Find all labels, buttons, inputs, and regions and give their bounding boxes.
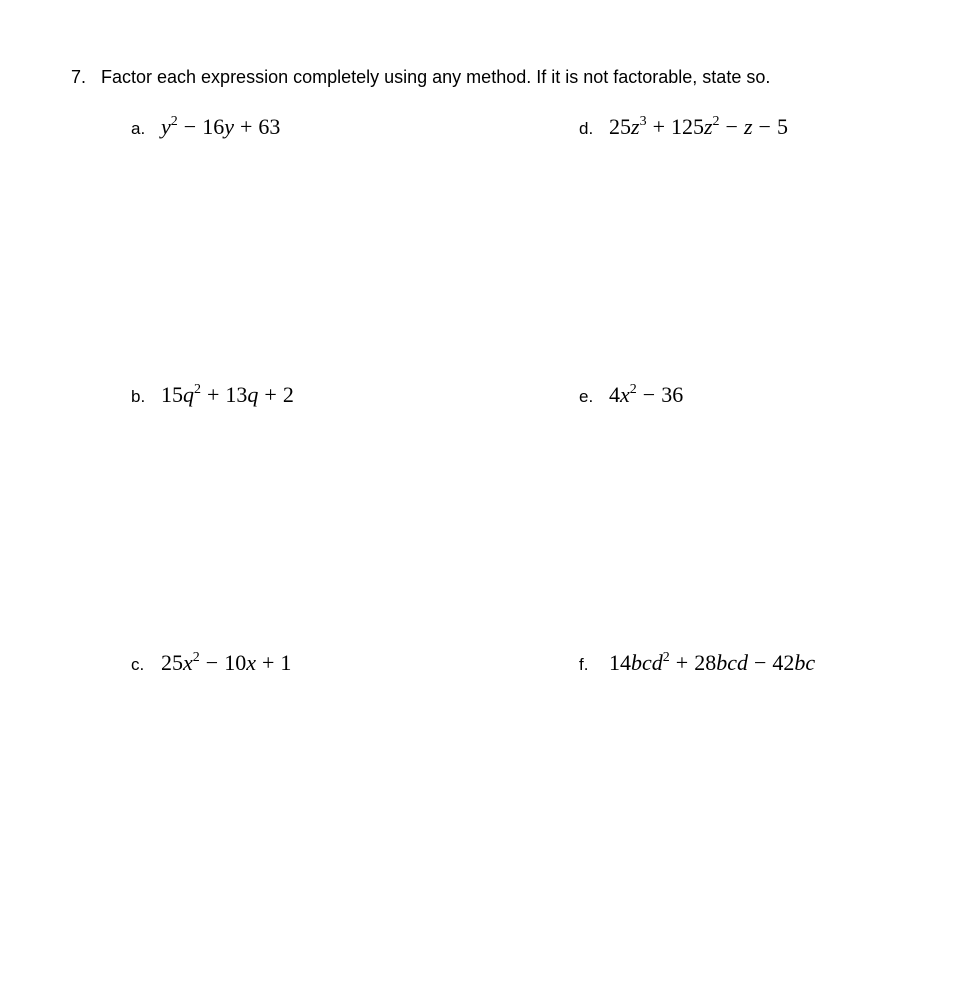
term: 4x bbox=[609, 382, 630, 407]
term: 25x bbox=[161, 650, 193, 675]
term: 28bcd bbox=[694, 650, 748, 675]
term: 2 bbox=[282, 382, 294, 407]
operator: − bbox=[642, 382, 656, 407]
problem-label: e. bbox=[579, 387, 594, 406]
operator: − bbox=[725, 114, 738, 139]
problem-expression bbox=[161, 382, 294, 408]
problem-b bbox=[131, 382, 294, 408]
problem-a bbox=[131, 114, 280, 140]
problem-label: a. bbox=[131, 119, 146, 138]
term: 10x bbox=[224, 650, 256, 675]
term: 63 bbox=[258, 114, 281, 139]
operator: + bbox=[261, 650, 275, 675]
problem-label: d. bbox=[579, 119, 594, 138]
term: 42bc bbox=[772, 650, 816, 675]
exponent: 2 bbox=[170, 114, 178, 129]
term: 1 bbox=[280, 650, 292, 675]
operator: − bbox=[205, 650, 219, 675]
operator: + bbox=[675, 650, 689, 675]
term: 16y bbox=[202, 114, 234, 139]
term: 13q bbox=[225, 382, 259, 407]
exponent: 2 bbox=[194, 382, 201, 397]
term: 5 bbox=[776, 114, 788, 139]
exponent: 2 bbox=[712, 114, 720, 129]
term: y bbox=[161, 114, 171, 139]
problem-expression bbox=[161, 650, 291, 676]
operator: − bbox=[758, 114, 771, 139]
question-number: 7. bbox=[71, 67, 87, 87]
term: 125z bbox=[670, 114, 713, 139]
operator: + bbox=[207, 382, 220, 407]
problem-expression bbox=[609, 114, 788, 140]
problem-label: b. bbox=[131, 387, 146, 406]
problem-c bbox=[131, 650, 291, 676]
problem-label: c. bbox=[131, 655, 145, 674]
problem-expression bbox=[609, 382, 683, 408]
exponent: 2 bbox=[662, 650, 670, 665]
term: z bbox=[743, 114, 753, 139]
problem-f bbox=[579, 650, 815, 676]
operator: − bbox=[753, 650, 767, 675]
term: 14bcd bbox=[609, 650, 663, 675]
question-text: Factor each expression completely using any method. If it is not factorable, state so. bbox=[101, 67, 771, 87]
term: 15q bbox=[161, 382, 194, 407]
operator: + bbox=[652, 114, 665, 139]
problem-e bbox=[579, 382, 683, 408]
question-instruction bbox=[71, 67, 770, 88]
exponent: 2 bbox=[192, 650, 200, 665]
operator: + bbox=[239, 114, 253, 139]
operator: + bbox=[264, 382, 277, 407]
problem-expression bbox=[609, 650, 815, 676]
exponent: 3 bbox=[639, 114, 647, 129]
problem-expression bbox=[161, 114, 280, 140]
term: 25z bbox=[609, 114, 640, 139]
problem-label: f. bbox=[579, 655, 589, 674]
operator: − bbox=[183, 114, 197, 139]
problem-d bbox=[579, 114, 788, 140]
exponent: 2 bbox=[629, 382, 637, 397]
term: 36 bbox=[661, 382, 684, 407]
